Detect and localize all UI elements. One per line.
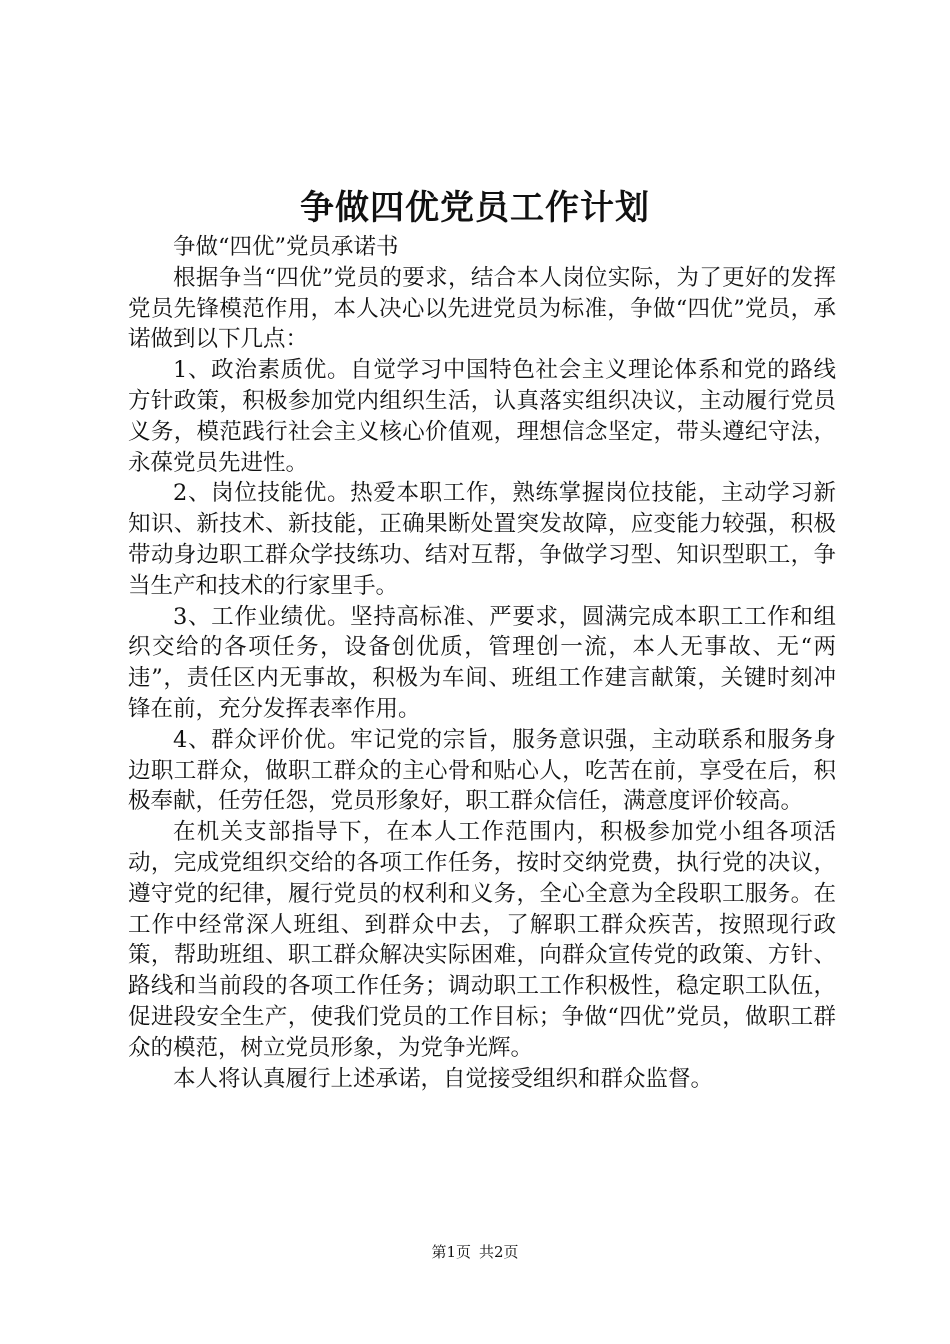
page-footer [0, 1242, 950, 1262]
paragraph-item-1: 1、政治素质优。自觉学习中国特色社会主义理论体系和党的路线方针政策，积极参加党内组织生活，认真落实组织决议，主动履行党员义务，模范践行社会主义核心价值观，理想信念坚定，带头遵纪守法，永葆党员先进性。 [128, 357, 836, 476]
paragraph-closing: 本人将认真履行上述承诺，自觉接受组织和群众监督。 [173, 1065, 714, 1092]
document-title: 争做四优党员工作计划 [300, 188, 650, 228]
paragraph-item-4: 4、群众评价优。牢记党的宗旨，服务意识强，主动联系和服务身边职工群众，做职工群众的主心骨和贴心人，吃苦在前，享受在后，积极奉献，任劳任怨，党员形象好，职工群众信任，满意度评价较高。 [128, 726, 836, 815]
paragraph-item-2: 2、岗位技能优。热爱本职工作，熟练掌握岗位技能，主动学习新知识、新技术、新技能，正确果断处置突发故障，应变能力较强，积极带动身边职工群众学技练功、结对互帮，争做学习型、知识型职工，争当生产和技术的行家里手。 [128, 480, 836, 599]
page-number: 第1页 [431, 1243, 471, 1261]
paragraph-commitment: 在机关支部指导下，在本人工作范围内，积极参加党小组各项活动，完成党组织交给的各项工作任务，按时交纳党费，执行党的决议，遵守党的纪律，履行党员的权利和义务，全心全意为全段职工服务。在工作中经常深人班组、到群众中去，了解职工群众疾苦，按照现行政策，帮助班组、职工群众解决实际困难，向群众宣传党的政策、方针、路线和当前段的各项工作任务；调动职工工作积极性，稳定职工队伍，促进段安全生产，使我们党员的工作目标；争做“四优”党员，做职工群众的模范，树立党员形象，为党争光辉。 [128, 819, 836, 1061]
document-body [128, 232, 836, 1094]
page-total: 共2页 [479, 1243, 519, 1261]
paragraph-item-3: 3、工作业绩优。坚持高标准、严要求，圆满完成本职工工作和组织交给的各项任务，设备创优质，管理创一流，本人无事故、无“两违”，责任区内无事故，积极为车间、班组工作建言献策，关键时刻冲锋在前，充分发挥表率作用。 [128, 603, 836, 722]
paragraph-subtitle: 争做“四优”党员承诺书 [173, 234, 399, 260]
paragraph-intro: 根据争当“四优”党员的要求，结合本人岗位实际，为了更好的发挥党员先锋模范作用，本人决心以先进党员为标准，争做“四优”党员，承诺做到以下几点： [128, 264, 836, 353]
